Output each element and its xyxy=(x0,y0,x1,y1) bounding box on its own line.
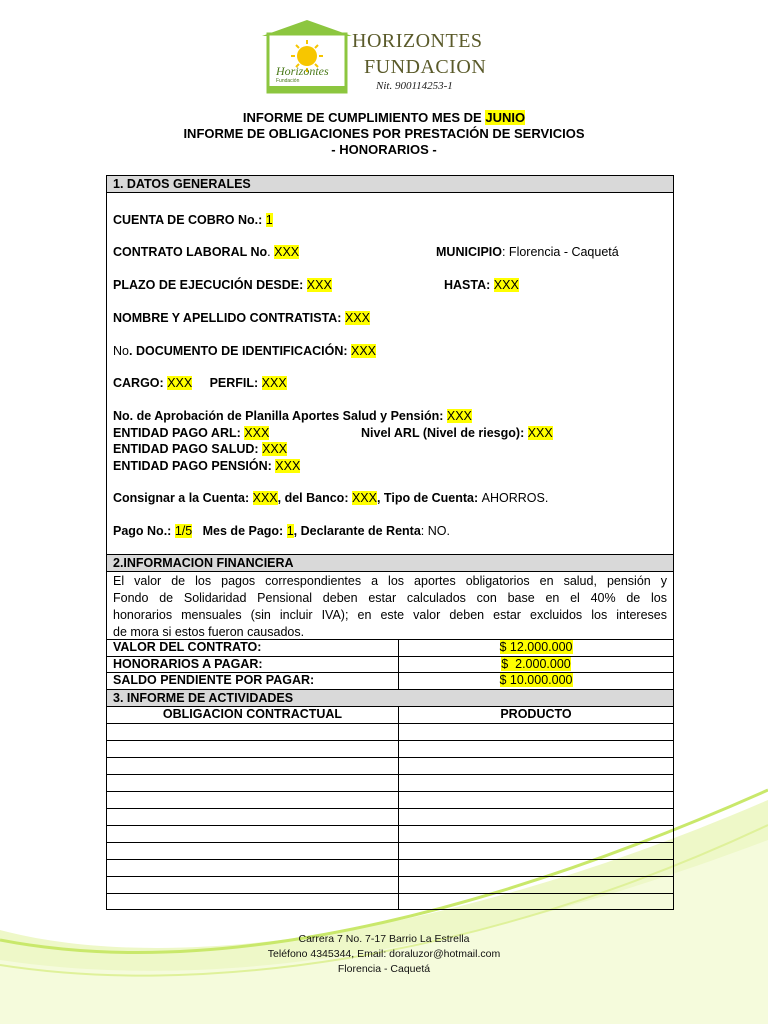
nivel-label: Nivel ARL (Nivel de riesgo): xyxy=(361,426,525,440)
field-arl xyxy=(113,425,269,441)
logo-brand-top: HORIZONTES xyxy=(352,30,483,52)
perfil-value: XXX xyxy=(261,376,287,390)
pension-label: ENTIDAD PAGO PENSIÓN: xyxy=(113,459,272,473)
mes-label: Mes de Pago: xyxy=(202,524,284,538)
cuenta-label: CUENTA DE COBRO No.: xyxy=(113,213,263,227)
salud-value: XXX xyxy=(262,442,288,456)
financial-note-line-3: honorarios mensuales (sin incluir IVA); en este valor deben estar excluidos los intereses xyxy=(113,608,667,622)
saldo-amount: $ 10.000.000 xyxy=(499,673,573,687)
valor-contrato-value xyxy=(399,639,673,656)
financial-note-line-4: de mora si estos fueron causados. xyxy=(113,625,305,639)
report-form xyxy=(106,175,674,910)
honorarios-label: HONORARIOS A PAGAR: xyxy=(113,657,263,671)
cargo-value: XXX xyxy=(167,376,193,390)
field-contrato: CONTRATO LABORAL No. XXX xyxy=(113,245,300,259)
field-pago xyxy=(113,523,450,539)
arl-value: XXX xyxy=(244,426,270,440)
financial-note-line-2: Fondo de Solidaridad Pensional deben estar calculados con base en el 40% de los xyxy=(113,591,667,605)
heading-line-2: INFORME DE OBLIGACIONES POR PRESTACIÓN DE SERVICIOS xyxy=(183,126,585,141)
valor-contrato-label: VALOR DEL CONTRATO: xyxy=(113,640,262,654)
logo-nit: Nit. 900114253-1 xyxy=(376,80,453,92)
table-row xyxy=(107,774,673,775)
foundation-logo xyxy=(262,18,492,98)
footer-address: Carrera 7 No. 7-17 Barrio La Estrella xyxy=(298,933,470,945)
field-salud xyxy=(113,441,287,457)
table-row xyxy=(107,723,673,724)
nivel-value: XXX xyxy=(527,426,553,440)
hasta-label: HASTA: xyxy=(444,278,491,292)
field-municipio xyxy=(436,244,619,260)
field-cargo-perfil xyxy=(113,375,287,391)
plazo-label: PLAZO DE EJECUCIÓN DESDE: xyxy=(113,278,304,292)
logo-tagline: Fundación xyxy=(276,78,300,84)
table-row xyxy=(107,859,673,860)
tipo-label: , Tipo de Cuenta: xyxy=(376,491,479,505)
heading-line-1 xyxy=(0,110,768,126)
salud-label: ENTIDAD PAGO SALUD: xyxy=(113,442,259,456)
municipio-label: MUNICIPIO xyxy=(436,245,502,259)
logo-brand-bottom: FUNDACION xyxy=(364,56,487,78)
municipio-value: : Florencia - Caquetá xyxy=(501,245,619,259)
plazo-value: XXX xyxy=(306,278,332,292)
field-hasta xyxy=(444,277,519,293)
tipo-value: AHORROS xyxy=(481,491,545,505)
pago-label: Pago No.: xyxy=(113,524,172,538)
field-consignar: Consignar a la Cuenta: XXX, del Banco: XXX, Tipo de Cuenta: AHORROS. xyxy=(113,491,549,505)
table-row xyxy=(107,740,673,741)
nombre-value: XXX xyxy=(344,311,370,325)
divider xyxy=(398,639,399,689)
document-headings xyxy=(0,110,768,158)
aprobacion-value: XXX xyxy=(446,409,472,423)
saldo-label: SALDO PENDIENTE POR PAGAR: xyxy=(113,673,315,687)
field-cuenta-cobro xyxy=(113,212,273,228)
banco-value: XXX xyxy=(351,491,377,505)
honorarios-value xyxy=(399,656,673,673)
section-informe-actividades: 3. INFORME DE ACTIVIDADES xyxy=(107,690,673,707)
pension-value: XXX xyxy=(275,459,301,473)
field-plazo xyxy=(113,277,332,293)
col-producto-header: PRODUCTO xyxy=(500,707,572,721)
field-nombre xyxy=(113,310,370,326)
logo-name-left: Horizontes xyxy=(276,64,329,78)
table-row xyxy=(107,757,673,758)
declarante-label: , Declarante de Renta xyxy=(293,524,421,538)
heading-line-1-text: INFORME DE CUMPLIMIENTO MES DE xyxy=(242,110,482,125)
field-nivel-arl xyxy=(361,425,553,441)
cargo-label: CARGO: xyxy=(113,376,164,390)
table-row xyxy=(107,791,673,792)
contrato-value: XXX xyxy=(274,245,300,259)
heading-month: JUNIO xyxy=(485,110,526,125)
arl-label: ENTIDAD PAGO ARL: xyxy=(113,426,241,440)
perfil-label: PERFIL: xyxy=(209,376,259,390)
declarante-value: : NO. xyxy=(420,524,450,538)
field-documento: No. DOCUMENTO DE IDENTIFICACIÓN: XXX xyxy=(113,344,377,358)
field-pension xyxy=(113,458,300,474)
footer-contact: Teléfono 4345344, Email: doraluzor@hotmail.com xyxy=(267,948,501,960)
saldo-value xyxy=(399,672,673,689)
cuenta-value: 1 xyxy=(265,213,273,227)
table-row xyxy=(107,893,673,894)
contrato-label: CONTRATO LABORAL No xyxy=(113,245,268,259)
field-aprobacion xyxy=(113,408,472,424)
nombre-label: NOMBRE Y APELLIDO CONTRATISTA: xyxy=(113,311,342,325)
table-row xyxy=(107,876,673,877)
col-obligacion-header: OBLIGACION CONTRACTUAL xyxy=(162,707,343,721)
hasta-value: XXX xyxy=(493,278,519,292)
financial-note-line-1: El valor de los pagos correspondientes a los aportes obligatorios en salud, pensión y xyxy=(113,574,667,588)
section-informacion-financiera: 2.INFORMACION FINANCIERA xyxy=(107,555,673,572)
footer-city: Florencia - Caquetá xyxy=(337,963,431,975)
documento-label-b: DOCUMENTO DE IDENTIFICACIÓN: xyxy=(135,344,348,358)
table-row xyxy=(107,825,673,826)
section-datos-generales: 1. DATOS GENERALES xyxy=(107,176,673,193)
valor-contrato-amount: $ 12.000.000 xyxy=(499,640,573,654)
aprobacion-label: No. de Aprobación de Planilla Aportes Salud y Pensión: xyxy=(113,409,444,423)
documento-label-a: No xyxy=(113,344,129,358)
documento-value: XXX xyxy=(351,344,377,358)
consignar-value: XXX xyxy=(252,491,278,505)
mes-value: 1 xyxy=(286,524,294,538)
table-row xyxy=(107,808,673,809)
table-row xyxy=(107,842,673,843)
financial-note xyxy=(113,573,667,641)
consignar-label: Consignar a la Cuenta: xyxy=(113,491,250,505)
page-footer xyxy=(0,932,768,977)
heading-line-3: - HONORARIOS - xyxy=(331,142,437,157)
pago-value: 1/5 xyxy=(174,524,193,538)
honorarios-amount: $ 2.000.000 xyxy=(501,657,571,671)
banco-label: , del Banco: xyxy=(277,491,349,505)
